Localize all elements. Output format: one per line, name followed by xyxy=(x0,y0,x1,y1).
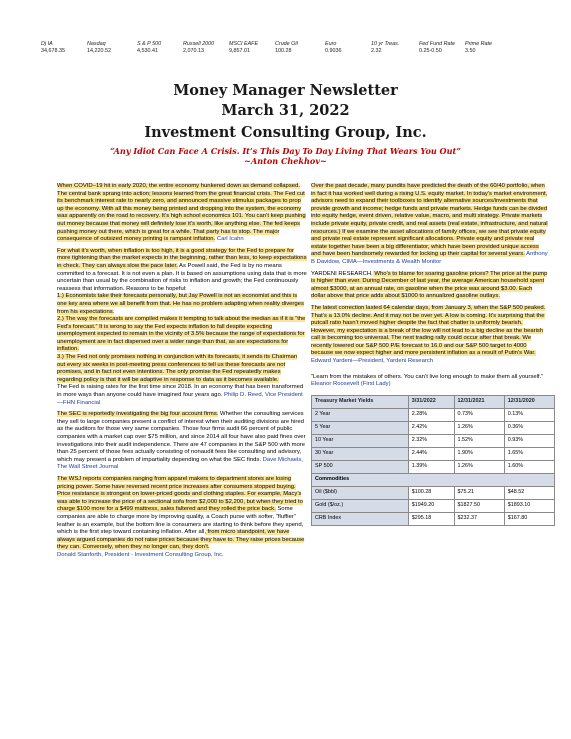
ticker-item xyxy=(41,41,81,55)
article-author: Dave Michaels, The Wall Street Journal xyxy=(57,456,303,471)
article-author: Donald Stanforth, President - Investment Consulting Group, Inc. xyxy=(57,551,224,558)
ticker-label: Prime Rate xyxy=(465,41,492,47)
ticker-value: 2.32 xyxy=(371,48,382,54)
article-gasoline-prices xyxy=(311,271,548,301)
newsletter-title: Money Manager Newsletter xyxy=(173,82,398,99)
article-text: YARDENI RESEARCH. xyxy=(311,270,373,277)
article-author: Philip D. Reed, Vice President—FHN Financial xyxy=(57,392,303,406)
ticker-label: Crude Oil xyxy=(275,41,298,47)
closing-quote xyxy=(311,374,548,389)
table-cell: 1.65% xyxy=(504,447,554,460)
table-row xyxy=(312,486,555,499)
article-paragraph xyxy=(57,384,307,407)
ticker-value: 14,220.52 xyxy=(87,48,111,54)
ticker-item xyxy=(325,41,365,55)
article-alternative-investments xyxy=(311,183,548,267)
article-text: we have always argued companies do not raise prices because they have to. They raise prices because they can. Conversely, when they no longer can, they don’t. xyxy=(57,529,305,551)
quote-text: “Any Idiot Can Face A Crisis. It’s This Day To Day Living That Wears You Out” xyxy=(110,146,461,156)
table-cell: 2.32% xyxy=(408,434,454,447)
ticker-label: Dj IA xyxy=(41,41,53,47)
table-header: 12/31/2021 xyxy=(454,395,504,408)
table-cell: 1.60% xyxy=(504,460,554,473)
table-header: Treasury Market Yields xyxy=(312,395,409,408)
table-row xyxy=(312,447,555,460)
table-row xyxy=(312,434,555,447)
table-cell: 1.52% xyxy=(454,434,504,447)
table-row xyxy=(312,421,555,434)
newsletter-date: March 31, 2022 xyxy=(221,102,350,119)
article-text: Over the past decade, many pundits have predicted the death of the 60/40 portfolio, when in fact it has worked well during a rising U.S. equity market. In today’s market environment, advisors need to expand their toolboxes to identify alternative sources/investments that provide growth and income; hedge funds and private markets. Hedge funds can be divided into equity hedge, event driven, relative value, macro, and multi strategy. Private markets include private equity, private credit, and real assets (real estate, infrastructure, and natural resources.) If we examine the asset allocations of family offices, we see that private equity and private real estate represent significant allocations. Private equity and private real estate together have been a big differentiator, which have been provided unique access and have been handsomely rewarded for locking up their capital for several years. xyxy=(311,183,548,258)
article-sec-investigation xyxy=(57,411,307,472)
article-pricing-power xyxy=(57,476,307,560)
table-cell: $167.80 xyxy=(504,512,554,525)
article-author: Anthony B Davidow, CIMA—Investments & Wealth Monitor xyxy=(311,251,548,265)
ticker-value: 9,857.01 xyxy=(229,48,250,54)
article-text: As Powell said, the Fed is by no means committed to a forecast. It is not even a plan. It is based on assumptions using data that is more uncertain than usual by the combination of risks to inflation and growth; the Fed continuously reassess that information. Reasons to be hopeful: xyxy=(57,262,307,292)
article-paragraph xyxy=(57,354,307,384)
table-header: 12/31/2020 xyxy=(504,395,554,408)
article-text: Who’s to blame for soaring gasoline prices? xyxy=(372,270,489,277)
ticker-item xyxy=(465,41,503,55)
table-cell: 5 Year xyxy=(312,421,409,434)
article-text: When COVID–19 hit in early 2020, the entire economy hunkered down as demand collapsed. The central bank sprang into action; lessons learned from the great financial crisis. The Fed cut its benchmark interest rate to nearly zero, and announced massive stimulus packages to prop up the economy. With all this money being printed and dropping into the system, the economy was apparently on the road to recovery. It’s high school economics 101. You can’t keep pushing out money because that money will definitely lose it’s worth, like anything else. The fed keeps pushing money out there, which is great for a while. That party has to stop. The major consequence of outsized money printing is rampant inflation. xyxy=(57,183,306,243)
table-cell: 1.39% xyxy=(408,460,454,473)
table-row xyxy=(312,512,555,525)
ticker-item xyxy=(229,41,269,55)
table-cell: $48.52 xyxy=(504,486,554,499)
article-text: Some companies are able to charge more by improving quality, a Coach purse with softer, “fluffier” leather is an example, but the bottom line is consumers are starting to think before they spend, which is the first step toward containing inflation. After all, xyxy=(57,506,304,536)
table-cell: 2.42% xyxy=(408,421,454,434)
ticker-item xyxy=(183,41,223,55)
ticker-item xyxy=(419,41,459,55)
article-text: from micro standpoint, xyxy=(205,529,266,536)
table-cell: CRB Index xyxy=(312,512,409,525)
quote-text: “Learn from the mistakes of others. You can’t live long enough to make them all yourself.” xyxy=(311,373,544,380)
header-quote xyxy=(0,146,571,166)
table-row xyxy=(312,460,555,473)
ticker-label: 10 yr Treas. xyxy=(371,41,400,47)
ticker-label: Euro xyxy=(325,41,337,47)
right-column xyxy=(311,183,548,526)
article-text: The SEC is reportedly investigating the big four account firms. xyxy=(57,411,219,418)
table-cell: $100.28 xyxy=(408,486,454,499)
table-cell: 1.26% xyxy=(454,421,504,434)
table-cell: $295.18 xyxy=(408,512,454,525)
table-cell: 2.28% xyxy=(408,408,454,421)
article-author: Edward Yardeni—President, Yardeni Research xyxy=(311,358,434,365)
article-paragraph xyxy=(57,293,307,316)
ticker-value: 3.50 xyxy=(465,48,476,54)
ticker-item xyxy=(275,41,319,55)
table-cell: $75.21 xyxy=(454,486,504,499)
table-section-label: Commodities xyxy=(312,473,555,486)
table-cell: $1827.50 xyxy=(454,499,504,512)
left-column xyxy=(57,183,307,564)
table-header: 3/31/2022 xyxy=(408,395,454,408)
table-cell: 2.44% xyxy=(408,447,454,460)
article-text: For what it’s worth, when inflation is too high, it is a good strategy for the Fed to prepare for more tightening than the market expects in the beginning, rather than less, to keep expectations in check. They can always slow the pace later. xyxy=(57,247,307,269)
table-cell: 0.93% xyxy=(504,434,554,447)
article-text: The WSJ reports companies ranging from apparel makers to department stores are losing pricing power. Some have reversed recent price increases after consumers stopped buying. Price resistance is strongest on lower-priced goods and clothing staples. For example, Macy’s was able to increase the price of a sectional sofa from $2,000 to $2,200, but when they tried to charge $100 more for a $499 mattress, sales faltered and they rolled the price back. xyxy=(57,475,303,513)
article-text: The latest correction lasted 64 calendar days, from January 3, when the S&P 500 peaked. That’s a 13.0% decline. And it may not be over yet. A low is coming. It’s surprising that the putcall ratio hasn’t moved higher despite the fact that chatter is uniformly bearish. However, my expectation is a break of the low will not lead to a big decline as the bearish call is becoming too universal. The next trading rally could occur after that break. xyxy=(311,304,546,342)
article-text: The Fed is raising rates for the first time since 2018. In an economy that has been transformed in more ways than anyone could have imagined four years ago. xyxy=(57,384,304,399)
market-ticker xyxy=(41,41,509,55)
table-cell: 0.13% xyxy=(504,408,554,421)
quote-author: ~Anton Chekhov~ xyxy=(244,156,327,166)
article-text: The price at the pump is higher than ever. During December of last year, the average American household spent almost $3000, at an annual rate, on gasoline when the price was around $3.00. Each dollar above that price adds about $1000 to annualized gasoline outlays. xyxy=(311,270,548,300)
table-cell: SP 500 xyxy=(312,460,409,473)
article-text: 1.) Economists take their forecasts personally, but Jay Powell is not an economist and this is one key area where we all benefit from that. He has no problem adapting when reality diverges from his expectations. xyxy=(57,293,304,315)
article-text: We recently lowered our S&P 500 P/E forecast to 16.0 and our S&P 500 target to 4000 because we now expect higher and more persistent inflation as a result of Putin’s War. xyxy=(311,335,536,357)
article-text: 2.) The way the forecasts are compiled makes it tempting to talk about the median as if it is “the Fed’s forecast.” It is wrong to say the Fed expects inflation to fall despite expecting unemployment expected to remain in the vicinity of 3.5% because the range of expectations for unemployment are in fact dispersed over a wider range than that, as are expectations for inflation. xyxy=(57,316,306,353)
table-row xyxy=(312,408,555,421)
company-name: Investment Consulting Group, Inc. xyxy=(144,124,427,141)
table-cell: 30 Year xyxy=(312,447,409,460)
ticker-label: Nasdaq xyxy=(87,41,106,47)
ticker-value: 100.28 xyxy=(275,48,292,54)
ticker-value: 0.9036 xyxy=(325,48,342,54)
table-cell: $1893.10 xyxy=(504,499,554,512)
table-cell: 2 Year xyxy=(312,408,409,421)
article-fed-forecasts xyxy=(57,248,307,294)
table-cell: 0.73% xyxy=(454,408,504,421)
table-cell: Gold ($/oz.) xyxy=(312,499,409,512)
ticker-item xyxy=(137,41,177,55)
ticker-label: Fed Fund Rate xyxy=(419,41,455,47)
ticker-item xyxy=(87,41,131,55)
ticker-label: S & P 500 xyxy=(137,41,162,47)
ticker-value: 0.25-0.50 xyxy=(419,48,442,54)
article-text: 3.) The Fed not only promises nothing in conjunction with its forecasts, it sends its Chairman out every six weeks in post-meeting press conferences to tell us these forecasts are not promises, and in fact not even intentions. The only promise the Fed repeatedly makes regarding policy is that it will be adaptive in response to data as it becomes available. xyxy=(57,354,298,383)
ticker-item xyxy=(371,41,413,55)
table-cell: 1.90% xyxy=(454,447,504,460)
article-inflation-money-printing xyxy=(57,183,307,244)
article-author: Carl Icahn xyxy=(216,236,244,243)
ticker-value: 4,530.41 xyxy=(137,48,158,54)
article-market-correction xyxy=(311,305,548,366)
table-cell: 10 Year xyxy=(312,434,409,447)
table-section-row xyxy=(312,473,555,486)
table-cell: Oil ($bbl) xyxy=(312,486,409,499)
quote-author: Eleanor Roosevelt (First Lady) xyxy=(311,381,391,388)
article-text: Whether the consulting services they sell to large companies present a conflict of interest when their auditing divisions are hired as the auditors for those very same companies. Those four firms audit 66 percent of public companies with a market cap over $75 million, and since 2014 all four have also paid fines over investigations into their audit independence. There are 47 companies in the S&P 500 with more than 25 percent of those fees actually consisting of nonaudit fees like consulting and advisory, which may present a problem of impartiality depending on what the SEC finds. xyxy=(57,411,306,463)
table-cell: 0.36% xyxy=(504,421,554,434)
table-cell: $232.37 xyxy=(454,512,504,525)
table-cell: 1.26% xyxy=(454,460,504,473)
table-header-row xyxy=(312,395,555,408)
table-cell: $1949.20 xyxy=(408,499,454,512)
table-row xyxy=(312,499,555,512)
ticker-value: 2,070.13 xyxy=(183,48,204,54)
rates-table xyxy=(311,395,555,526)
ticker-label: MSCI EAFE xyxy=(229,41,259,47)
article-paragraph xyxy=(57,316,307,354)
ticker-value: 34,678.35 xyxy=(41,48,65,54)
ticker-label: Russell 2000 xyxy=(183,41,215,47)
